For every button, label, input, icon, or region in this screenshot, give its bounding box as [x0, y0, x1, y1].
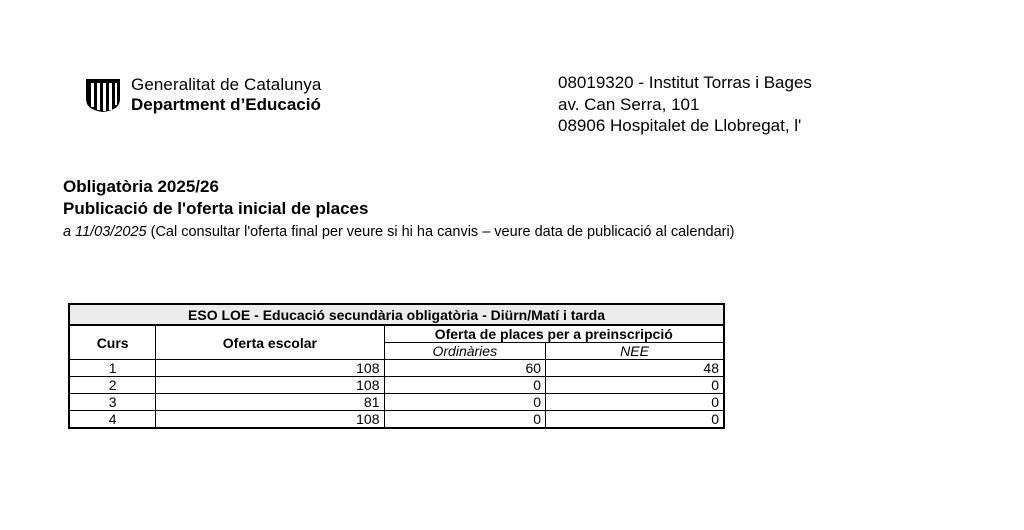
note-text: (Cal consultar l'oferta final per veure si hi ha canvis – veure data de publicació al calendari)	[146, 224, 735, 240]
school-city: 08906 Hospitalet de Llobregat, l'	[558, 116, 802, 135]
cell-nee: 0	[546, 411, 724, 429]
cell-curs: 3	[69, 394, 156, 411]
publication-date: a 11/03/2025	[63, 224, 147, 240]
cell-oferta: 108	[156, 377, 384, 394]
header-nee: NEE	[546, 343, 724, 360]
cell-oferta: 108	[156, 360, 384, 377]
cell-nee: 0	[546, 394, 724, 411]
cell-oferta: 81	[156, 394, 384, 411]
header-ordinaries: Ordinàries	[384, 343, 546, 360]
header-oferta-escolar: Oferta escolar	[156, 325, 384, 360]
table-row	[69, 360, 724, 377]
cell-ordinaries: 0	[384, 377, 546, 394]
cell-nee: 48	[546, 360, 724, 377]
publication-note	[63, 221, 735, 243]
department-name: Department d’Educació	[131, 95, 321, 114]
publication-title: Publicació de l'oferta inicial de places	[63, 199, 369, 218]
school-name: 08019320 - Institut Torras i Bages	[558, 73, 812, 92]
cell-curs: 1	[69, 360, 156, 377]
table-row	[69, 377, 724, 394]
cell-oferta: 108	[156, 411, 384, 429]
header-preinscripcio: Oferta de places per a preinscripció	[384, 325, 724, 343]
generalitat-shield-icon	[83, 77, 123, 113]
school-street: av. Can Serra, 101	[558, 94, 700, 114]
school-address	[558, 72, 812, 137]
table-row	[69, 394, 724, 411]
cell-nee: 0	[546, 377, 724, 394]
cell-ordinaries: 0	[384, 411, 546, 429]
publication-heading	[63, 176, 735, 243]
header-curs: Curs	[69, 325, 156, 360]
cell-ordinaries: 0	[384, 394, 546, 411]
cell-curs: 4	[69, 411, 156, 429]
course-title: Obligatòria 2025/26	[63, 177, 219, 196]
org-name: Generalitat de Catalunya	[131, 75, 322, 94]
cell-curs: 2	[69, 377, 156, 394]
places-table	[68, 303, 725, 429]
header-logo	[83, 75, 321, 115]
table-row	[69, 411, 724, 429]
cell-ordinaries: 60	[384, 360, 546, 377]
table-title: ESO LOE - Educació secundària obligatòria - Diürn/Matí i tarda	[69, 304, 724, 325]
